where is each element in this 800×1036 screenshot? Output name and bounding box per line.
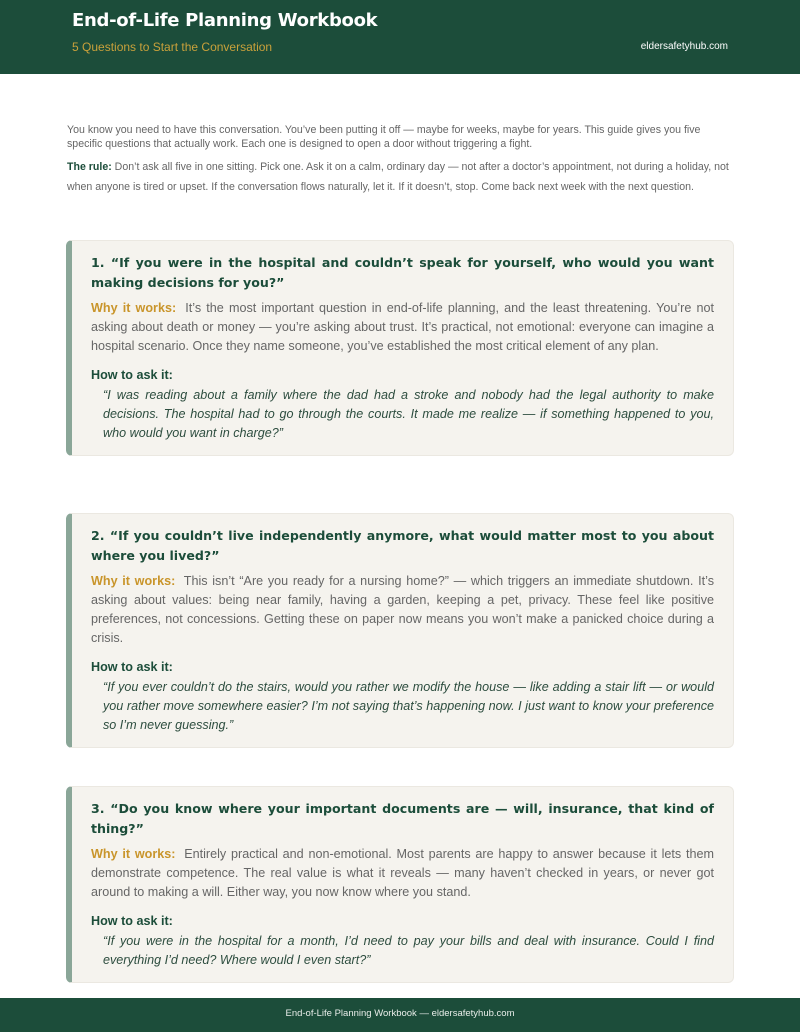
- how-to-ask-label: How to ask it:: [91, 914, 173, 928]
- how-to-ask-quote: “I was reading about a family where the dad had a stroke and nobody had the legal authority to make decisions. The hospital had to go through the courts. It made me realize — if something happened to you, who would you want in charge?”: [103, 388, 714, 440]
- rule-paragraph: [67, 157, 734, 197]
- how-to-ask-label: How to ask it:: [91, 368, 173, 382]
- workbook-subtitle: 5 Questions to Start the Conversation: [72, 40, 273, 54]
- why-label: Why it works:: [91, 847, 176, 861]
- why-text: It’s the most important question in end-of-life planning, and the least threatening. You’re not asking about death or money — you’re asking about trust. It’s practical, not emotional: everyone can imagine a hospital scenario. Once they name someone, you’ve established the most critical element of any plan.: [91, 301, 714, 353]
- question-heading: 3. “Do you know where your important documents are — will, insurance, that kind of thing?”: [91, 801, 714, 836]
- page-footer: [0, 998, 800, 1032]
- question-card-3: [66, 786, 734, 983]
- question-card-2: [66, 513, 734, 748]
- how-to-ask-label: How to ask it:: [91, 660, 173, 674]
- intro-paragraph: You know you need to have this conversation. You’ve been putting it off — maybe for weeks, maybe for years. This guide gives you five specific questions that actually work. Each one is designed to open a door without triggering a fight.: [67, 124, 701, 150]
- why-it-works: [91, 845, 714, 902]
- footer-text: End-of-Life Planning Workbook — eldersafetyhub.com: [285, 1008, 515, 1019]
- why-label: Why it works:: [91, 574, 176, 588]
- how-to-ask-quote: “If you were in the hospital for a month, I’d need to pay your bills and deal with insurance. Could I find everything I’d need? Where would I even start?”: [103, 934, 714, 967]
- rule-label: The rule:: [67, 161, 112, 173]
- why-it-works: [91, 299, 714, 356]
- question-heading: 1. “If you were in the hospital and couldn’t speak for yourself, who would you want making decisions for you?”: [91, 255, 714, 290]
- question-heading: 2. “If you couldn’t live independently anymore, what would matter most to you about where you lived?”: [91, 528, 714, 563]
- how-to-ask-quote: “If you ever couldn’t do the stairs, would you rather we modify the house — like adding a stair lift — or would you rather move somewhere easier? I’m not saying that’s happening now. I just want to know your preference so I’m never guessing.”: [103, 680, 714, 732]
- why-it-works: [91, 572, 714, 648]
- site-url: eldersafetyhub.com: [640, 41, 728, 52]
- intro-section: [67, 123, 734, 203]
- page-header: [0, 0, 800, 74]
- why-text: Entirely practical and non-emotional. Most parents are happy to answer because it lets them demonstrate competence. The real value is what it reveals — many haven’t checked in years, or never got around to making a will. Either way, you now know where you stand.: [91, 847, 714, 899]
- rule-text: Don’t ask all five in one sitting. Pick one. Ask it on a calm, ordinary day — not after a doctor’s appointment, not during a holiday, not when anyone is tired or upset. If the conversation flows naturally, let it. If it doesn’t, stop. Come back next week with the next question.: [67, 161, 729, 193]
- why-label: Why it works:: [91, 301, 177, 315]
- why-text: This isn’t “Are you ready for a nursing home?” — which triggers an immediate shutdown. It’s asking about values: being near family, having a garden, keeping a pet, privacy. These feel like positive preferences, not concessions. Getting these on paper now means you won’t make a panicked choice during a crisis.: [91, 574, 714, 645]
- question-card-1: [66, 240, 734, 456]
- workbook-title: End-of-Life Planning Workbook: [72, 10, 378, 31]
